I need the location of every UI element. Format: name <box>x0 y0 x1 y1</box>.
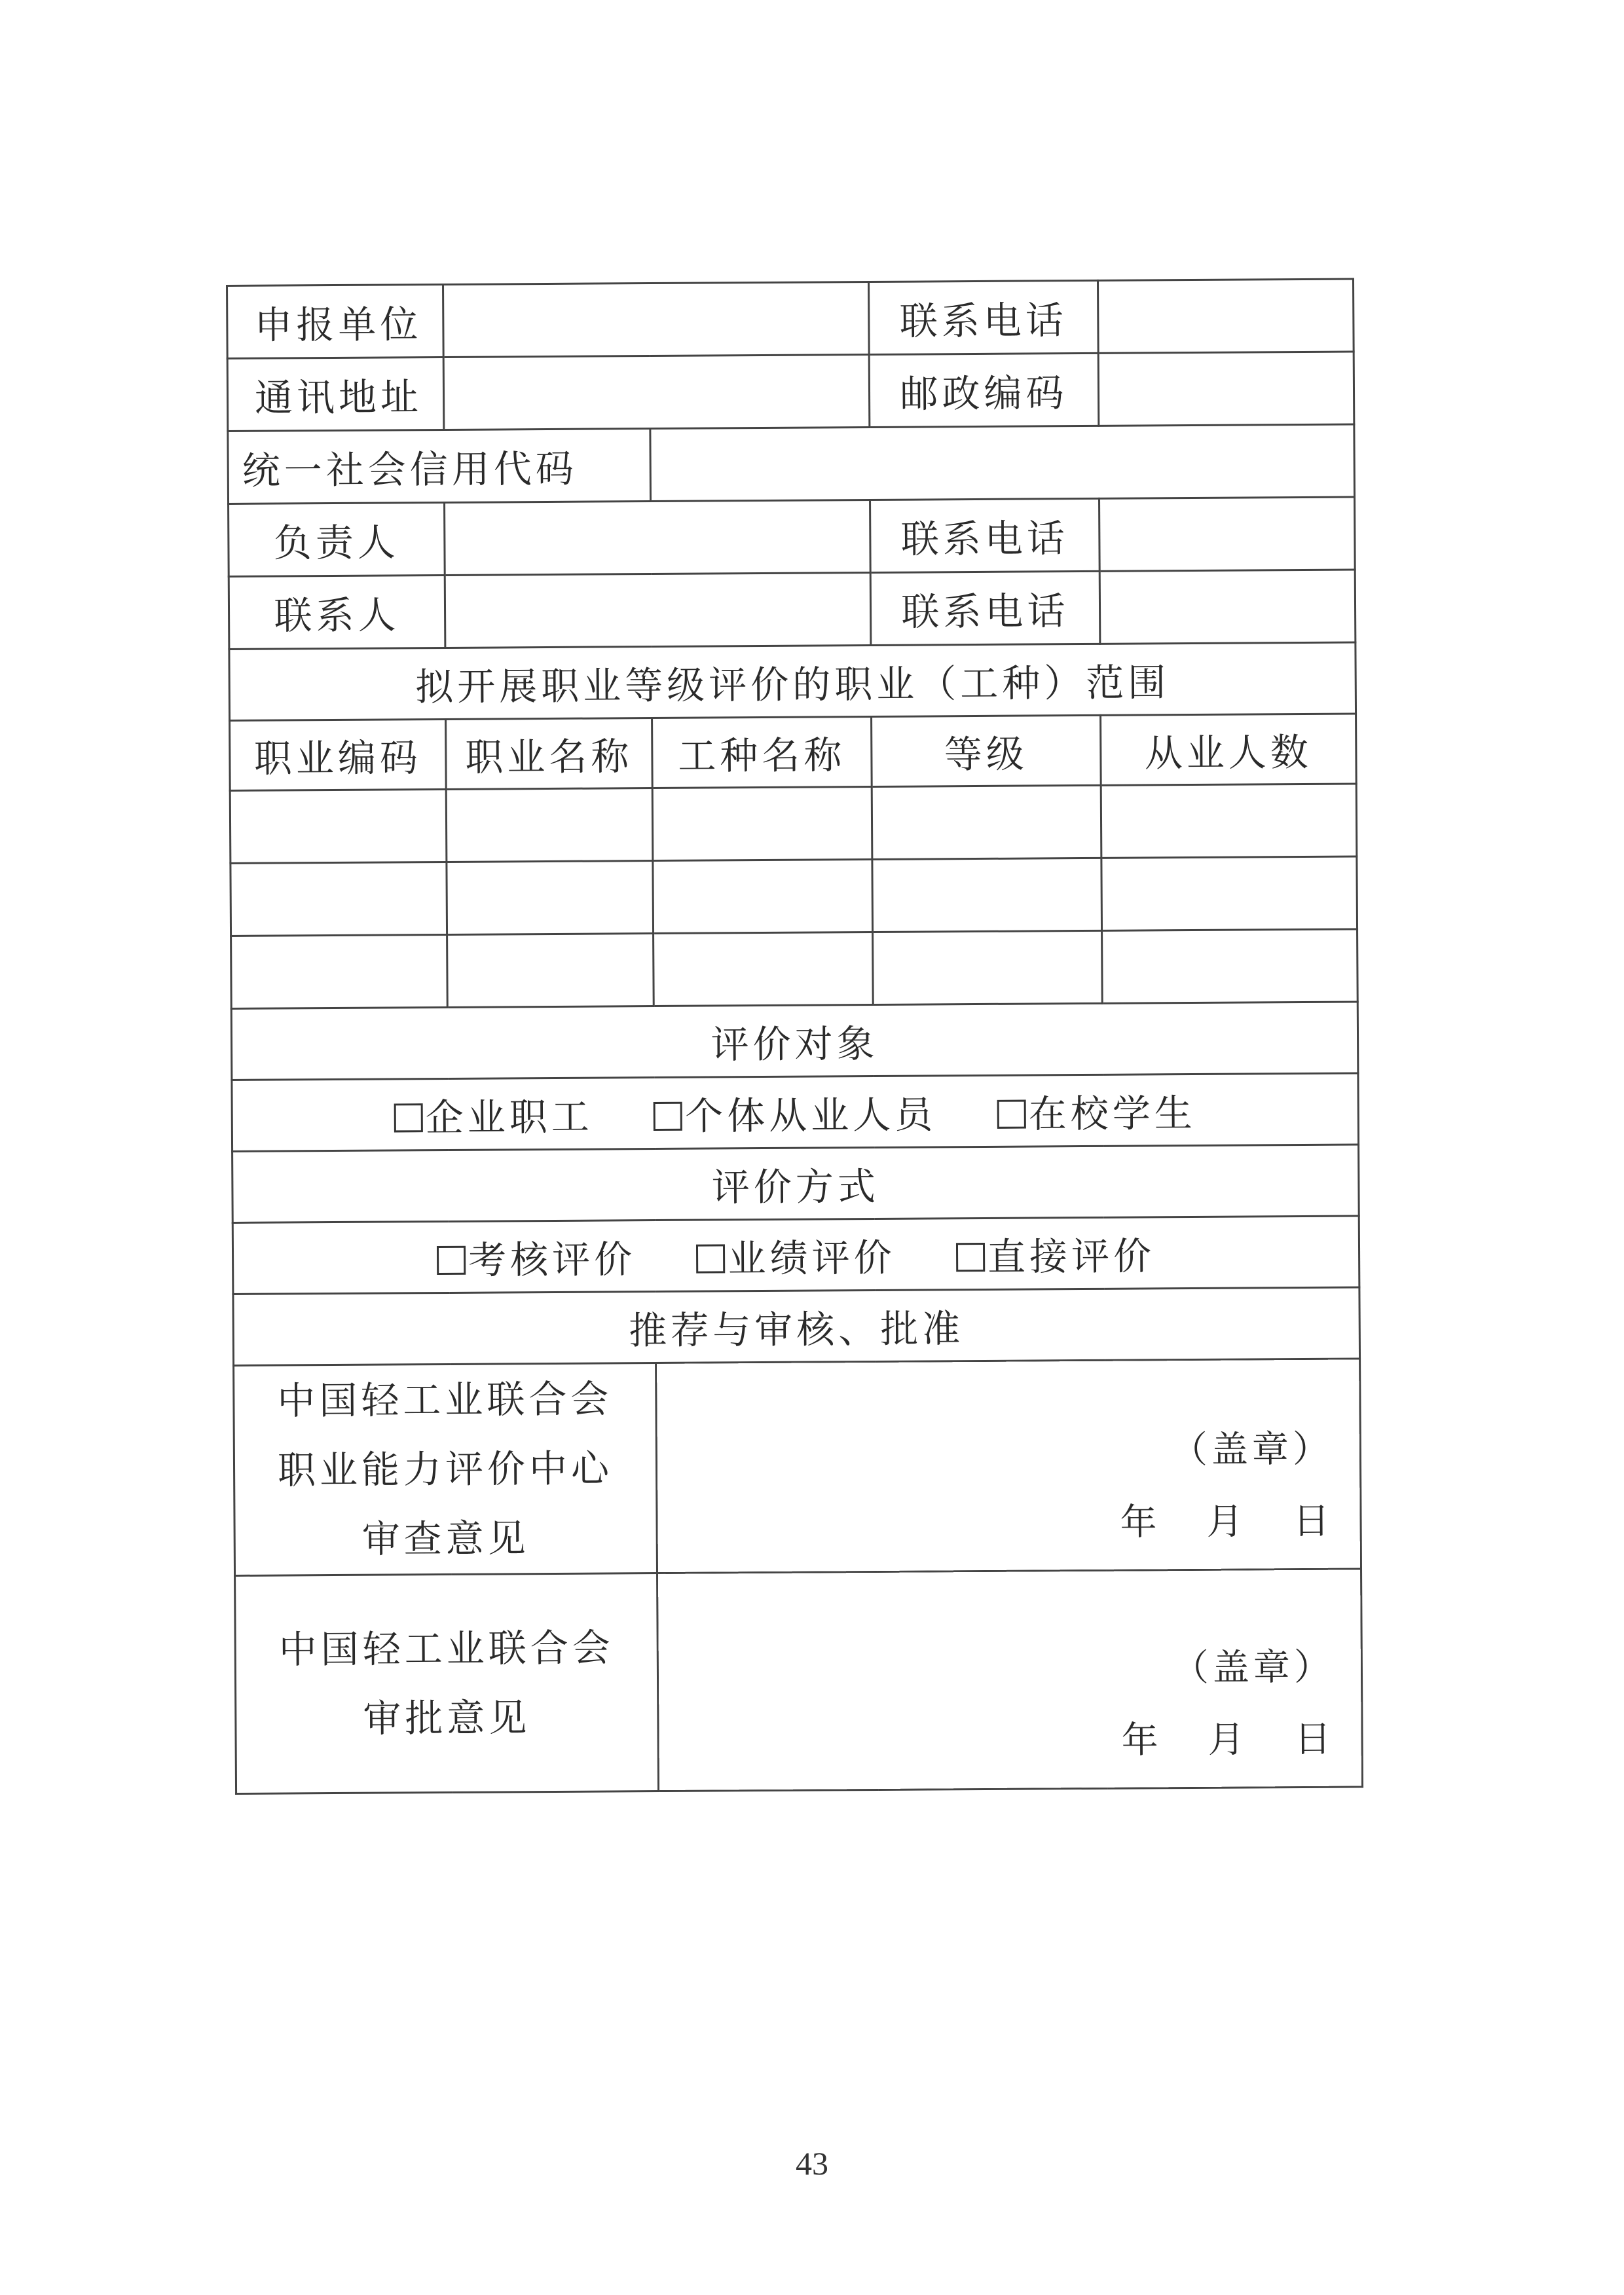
principal-field[interactable] <box>445 500 871 575</box>
contact-phone-label: 联系电话 <box>870 571 1100 645</box>
checkbox-icon[interactable] <box>956 1243 985 1272</box>
address-field[interactable] <box>443 355 870 430</box>
postcode-label: 邮政编码 <box>869 353 1099 427</box>
row-principal <box>229 497 1356 577</box>
column-header-occupation-code: 职业编码 <box>230 719 447 790</box>
cell-occupation-name[interactable] <box>446 788 653 862</box>
principal-phone-field[interactable] <box>1099 497 1356 571</box>
row-approval <box>235 1569 1363 1794</box>
unit-label: 申报单位 <box>227 284 444 358</box>
row-credit-code <box>228 424 1355 504</box>
target-option-individual-workers[interactable]: 个体从业人员 <box>654 1084 937 1141</box>
date-line <box>1120 1486 1334 1559</box>
review-label-line: 职业能力评价中心 <box>277 1446 614 1493</box>
checkbox-icon[interactable] <box>394 1103 423 1132</box>
review-opinion-field[interactable] <box>656 1359 1361 1573</box>
cell-occupation-code[interactable] <box>230 789 447 863</box>
checkbox-icon[interactable] <box>437 1246 466 1275</box>
stamp-label: （盖章） <box>1170 1427 1334 1472</box>
checkbox-icon[interactable] <box>997 1100 1026 1129</box>
row-scope-header <box>230 714 1357 791</box>
review-stamp-block <box>1120 1414 1334 1559</box>
month-label: 月 <box>1208 1718 1249 1761</box>
table-row <box>231 856 1357 936</box>
cell-level[interactable] <box>873 930 1103 1004</box>
row-scope-title <box>229 642 1356 721</box>
unit-field[interactable] <box>443 282 870 358</box>
column-header-employee-count: 从业人数 <box>1101 714 1357 785</box>
method-option-direct[interactable]: 直接评价 <box>956 1225 1156 1281</box>
credit-code-field[interactable] <box>650 424 1355 502</box>
review-label-line: 中国轻工业联合会 <box>277 1376 613 1423</box>
target-option-enterprise-staff[interactable]: 企业职工 <box>394 1086 594 1143</box>
method-option-performance[interactable]: 业绩评价 <box>696 1227 896 1283</box>
approve-label <box>235 1573 659 1794</box>
year-label: 年 <box>1121 1719 1162 1762</box>
year-label: 年 <box>1120 1501 1161 1544</box>
date-line <box>1121 1704 1335 1777</box>
row-methods-title <box>232 1145 1359 1223</box>
scope-title: 拟开展职业等级评价的职业（工种）范围 <box>229 642 1356 721</box>
approve-label-line: 中国轻工业联合会 <box>278 1625 614 1672</box>
targets-options <box>232 1073 1359 1152</box>
row-methods-options <box>232 1216 1359 1294</box>
row-address <box>227 352 1354 431</box>
day-label: 日 <box>1294 1717 1335 1761</box>
targets-title: 评价对象 <box>231 1002 1358 1080</box>
column-header-level: 等级 <box>872 715 1101 786</box>
row-targets-options <box>232 1073 1359 1152</box>
cell-occupation-name[interactable] <box>447 934 654 1008</box>
address-label: 通讯地址 <box>227 357 444 431</box>
cell-employee-count[interactable] <box>1102 929 1358 1003</box>
table-row <box>230 784 1357 864</box>
column-header-occupation-name: 职业名称 <box>446 718 653 790</box>
table-row <box>231 929 1358 1009</box>
phone-field[interactable] <box>1098 279 1354 353</box>
review-label <box>234 1363 657 1576</box>
approve-label-line: 审批意见 <box>363 1695 531 1741</box>
methods-options <box>232 1216 1359 1294</box>
cell-job-type-name[interactable] <box>652 786 872 860</box>
cell-occupation-code[interactable] <box>231 934 448 1008</box>
principal-label: 负责人 <box>229 502 445 576</box>
review-label-line: 审查意见 <box>361 1516 530 1562</box>
method-option-assessment[interactable]: 考核评价 <box>437 1228 637 1285</box>
contact-field[interactable] <box>445 572 871 648</box>
principal-phone-label: 联系电话 <box>870 498 1100 572</box>
month-label: 月 <box>1206 1500 1247 1543</box>
cell-job-type-name[interactable] <box>653 859 873 933</box>
checkbox-icon[interactable] <box>654 1102 682 1131</box>
cell-occupation-name[interactable] <box>447 861 654 935</box>
cell-employee-count[interactable] <box>1101 784 1357 858</box>
approval-title: 推荐与审核、批准 <box>233 1287 1360 1366</box>
row-applicant-unit <box>227 279 1354 359</box>
day-label: 日 <box>1293 1499 1334 1543</box>
cell-occupation-code[interactable] <box>231 862 447 936</box>
cell-employee-count[interactable] <box>1101 856 1357 930</box>
stamp-label: （盖章） <box>1172 1645 1335 1690</box>
cell-job-type-name[interactable] <box>654 932 874 1006</box>
page-number: 43 <box>796 2145 828 2182</box>
row-review <box>234 1359 1361 1576</box>
row-approval-title <box>233 1287 1360 1366</box>
target-option-students[interactable]: 在校学生 <box>997 1082 1196 1139</box>
approve-opinion-field[interactable] <box>657 1569 1363 1791</box>
postcode-field[interactable] <box>1098 352 1354 426</box>
row-targets-title <box>231 1002 1358 1080</box>
credit-code-label: 统一社会信用代码 <box>228 429 651 504</box>
checkbox-icon[interactable] <box>696 1244 725 1273</box>
contact-label: 联系人 <box>229 575 445 649</box>
approve-stamp-block <box>1121 1632 1335 1777</box>
cell-level[interactable] <box>872 858 1102 932</box>
contact-phone-field[interactable] <box>1099 570 1356 644</box>
application-form-table <box>226 278 1363 1794</box>
column-header-job-type-name: 工种名称 <box>652 716 872 788</box>
cell-level[interactable] <box>872 785 1101 859</box>
row-contact <box>229 570 1356 650</box>
phone-label: 联系电话 <box>868 280 1098 354</box>
methods-title: 评价方式 <box>232 1145 1359 1223</box>
